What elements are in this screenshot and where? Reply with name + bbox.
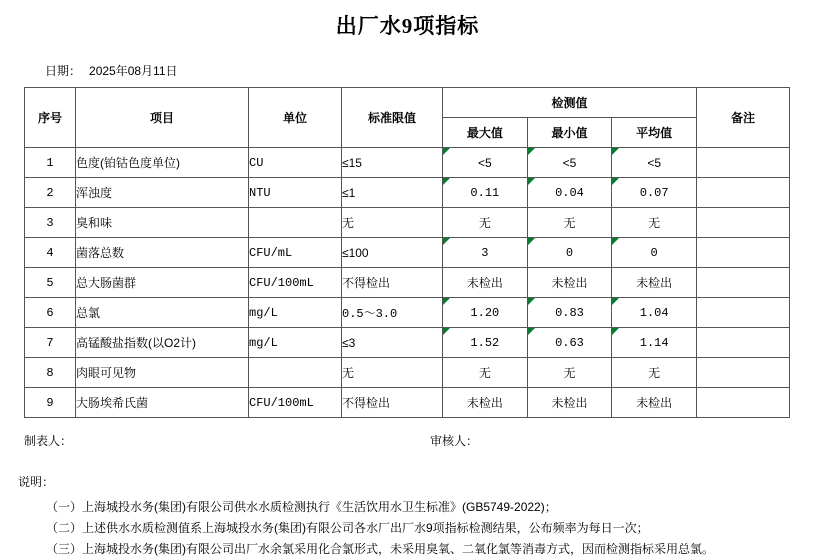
cell-max: 未检出 bbox=[443, 268, 528, 298]
cell-avg: 1.04 bbox=[612, 298, 697, 328]
cell-limit: ≤100 bbox=[342, 238, 443, 268]
cell-avg: 无 bbox=[612, 208, 697, 238]
cell-remark bbox=[697, 268, 790, 298]
date-value: 2025年08月11日 bbox=[89, 64, 178, 78]
cell-avg: 未检出 bbox=[612, 388, 697, 418]
cell-item: 菌落总数 bbox=[76, 238, 249, 268]
table-row bbox=[25, 328, 790, 358]
cell-remark bbox=[697, 178, 790, 208]
cell-seq: 4 bbox=[25, 238, 76, 268]
cell-limit: ≤3 bbox=[342, 328, 443, 358]
cell-remark bbox=[697, 358, 790, 388]
cell-unit bbox=[249, 208, 342, 238]
cell-max: 1.52 bbox=[443, 328, 528, 358]
cell-min: <5 bbox=[527, 148, 612, 178]
date-row bbox=[45, 62, 815, 79]
cell-remark bbox=[697, 328, 790, 358]
cell-avg: 0.07 bbox=[612, 178, 697, 208]
cell-seq: 6 bbox=[25, 298, 76, 328]
cell-limit: 不得检出 bbox=[342, 388, 443, 418]
header-unit: 单位 bbox=[249, 88, 342, 148]
cell-max: <5 bbox=[443, 148, 528, 178]
note-line-2: （二）上述供水水质检测值系上海城投水务(集团)有限公司各水厂出厂水9项指标检测结果，公布频率为每日一次； bbox=[46, 521, 649, 535]
date-label: 日期： bbox=[45, 64, 82, 78]
cell-item: 色度(铂钴色度单位) bbox=[76, 148, 249, 178]
cell-remark bbox=[697, 298, 790, 328]
cell-remark bbox=[697, 238, 790, 268]
cell-seq: 9 bbox=[25, 388, 76, 418]
header-item: 项目 bbox=[76, 88, 249, 148]
table-body bbox=[25, 148, 790, 418]
cell-seq: 8 bbox=[25, 358, 76, 388]
cell-limit: 0.5～3.0 bbox=[342, 298, 443, 328]
cell-avg: <5 bbox=[612, 148, 697, 178]
cell-remark bbox=[697, 148, 790, 178]
cell-unit: CFU/100mL bbox=[249, 268, 342, 298]
table-row bbox=[25, 298, 790, 328]
cell-unit: CFU/mL bbox=[249, 238, 342, 268]
cell-min: 0.04 bbox=[527, 178, 612, 208]
signature-checker: 审核人： bbox=[430, 434, 479, 448]
note-line-3: （三）上海城投水务(集团)有限公司出厂水余氯采用化合氯形式，未采用臭氧、二氧化氯等消毒方式，因而检测指标采用总氯。 bbox=[46, 542, 714, 556]
note-line-1: （一）上海城投水务(集团)有限公司供水水质检测执行《生活饮用水卫生标准》(GB5749-2022)； bbox=[46, 500, 557, 514]
cell-max: 无 bbox=[443, 208, 528, 238]
cell-min: 无 bbox=[527, 358, 612, 388]
header-detect: 检测值 bbox=[443, 88, 697, 118]
cell-item: 总大肠菌群 bbox=[76, 268, 249, 298]
cell-avg: 0 bbox=[612, 238, 697, 268]
table-row bbox=[25, 208, 790, 238]
table-row bbox=[25, 388, 790, 418]
table-row bbox=[25, 358, 790, 388]
table-header bbox=[25, 88, 790, 148]
header-max: 最大值 bbox=[443, 118, 528, 148]
table-header-row-1 bbox=[25, 88, 790, 118]
cell-unit bbox=[249, 358, 342, 388]
cell-avg: 无 bbox=[612, 358, 697, 388]
signature-row bbox=[0, 432, 815, 450]
cell-min: 0.83 bbox=[527, 298, 612, 328]
cell-seq: 1 bbox=[25, 148, 76, 178]
signature-maker: 制表人： bbox=[24, 434, 73, 448]
cell-max: 0.11 bbox=[443, 178, 528, 208]
table-row bbox=[25, 178, 790, 208]
cell-remark bbox=[697, 208, 790, 238]
cell-max: 1.20 bbox=[443, 298, 528, 328]
water-quality-table bbox=[24, 87, 790, 418]
cell-limit: 无 bbox=[342, 358, 443, 388]
cell-item: 总氯 bbox=[76, 298, 249, 328]
cell-item: 大肠埃希氏菌 bbox=[76, 388, 249, 418]
table-row bbox=[25, 268, 790, 298]
cell-min: 未检出 bbox=[527, 388, 612, 418]
header-avg: 平均值 bbox=[612, 118, 697, 148]
cell-seq: 7 bbox=[25, 328, 76, 358]
cell-max: 3 bbox=[443, 238, 528, 268]
table-row bbox=[25, 148, 790, 178]
cell-seq: 2 bbox=[25, 178, 76, 208]
document-page bbox=[0, 10, 815, 556]
cell-unit: CU bbox=[249, 148, 342, 178]
cell-limit: ≤15 bbox=[342, 148, 443, 178]
cell-limit: ≤1 bbox=[342, 178, 443, 208]
cell-item: 浑浊度 bbox=[76, 178, 249, 208]
header-min: 最小值 bbox=[527, 118, 612, 148]
cell-item: 高锰酸盐指数(以O2计) bbox=[76, 328, 249, 358]
cell-min: 未检出 bbox=[527, 268, 612, 298]
cell-min: 0 bbox=[527, 238, 612, 268]
cell-seq: 3 bbox=[25, 208, 76, 238]
cell-limit: 无 bbox=[342, 208, 443, 238]
cell-unit: CFU/100mL bbox=[249, 388, 342, 418]
cell-min: 0.63 bbox=[527, 328, 612, 358]
notes-title: 说明： bbox=[18, 475, 55, 489]
notes-section bbox=[18, 472, 815, 560]
cell-avg: 1.14 bbox=[612, 328, 697, 358]
header-seq: 序号 bbox=[25, 88, 76, 148]
cell-seq: 5 bbox=[25, 268, 76, 298]
cell-max: 无 bbox=[443, 358, 528, 388]
cell-remark bbox=[697, 388, 790, 418]
table-row bbox=[25, 238, 790, 268]
cell-avg: 未检出 bbox=[612, 268, 697, 298]
header-remark: 备注 bbox=[697, 88, 790, 148]
cell-unit: mg/L bbox=[249, 298, 342, 328]
cell-limit: 不得检出 bbox=[342, 268, 443, 298]
cell-max: 未检出 bbox=[443, 388, 528, 418]
cell-item: 臭和味 bbox=[76, 208, 249, 238]
cell-unit: mg/L bbox=[249, 328, 342, 358]
cell-unit: NTU bbox=[249, 178, 342, 208]
header-limit: 标准限值 bbox=[342, 88, 443, 148]
page-title: 出厂水9项指标 bbox=[335, 14, 480, 38]
cell-item: 肉眼可见物 bbox=[76, 358, 249, 388]
cell-min: 无 bbox=[527, 208, 612, 238]
